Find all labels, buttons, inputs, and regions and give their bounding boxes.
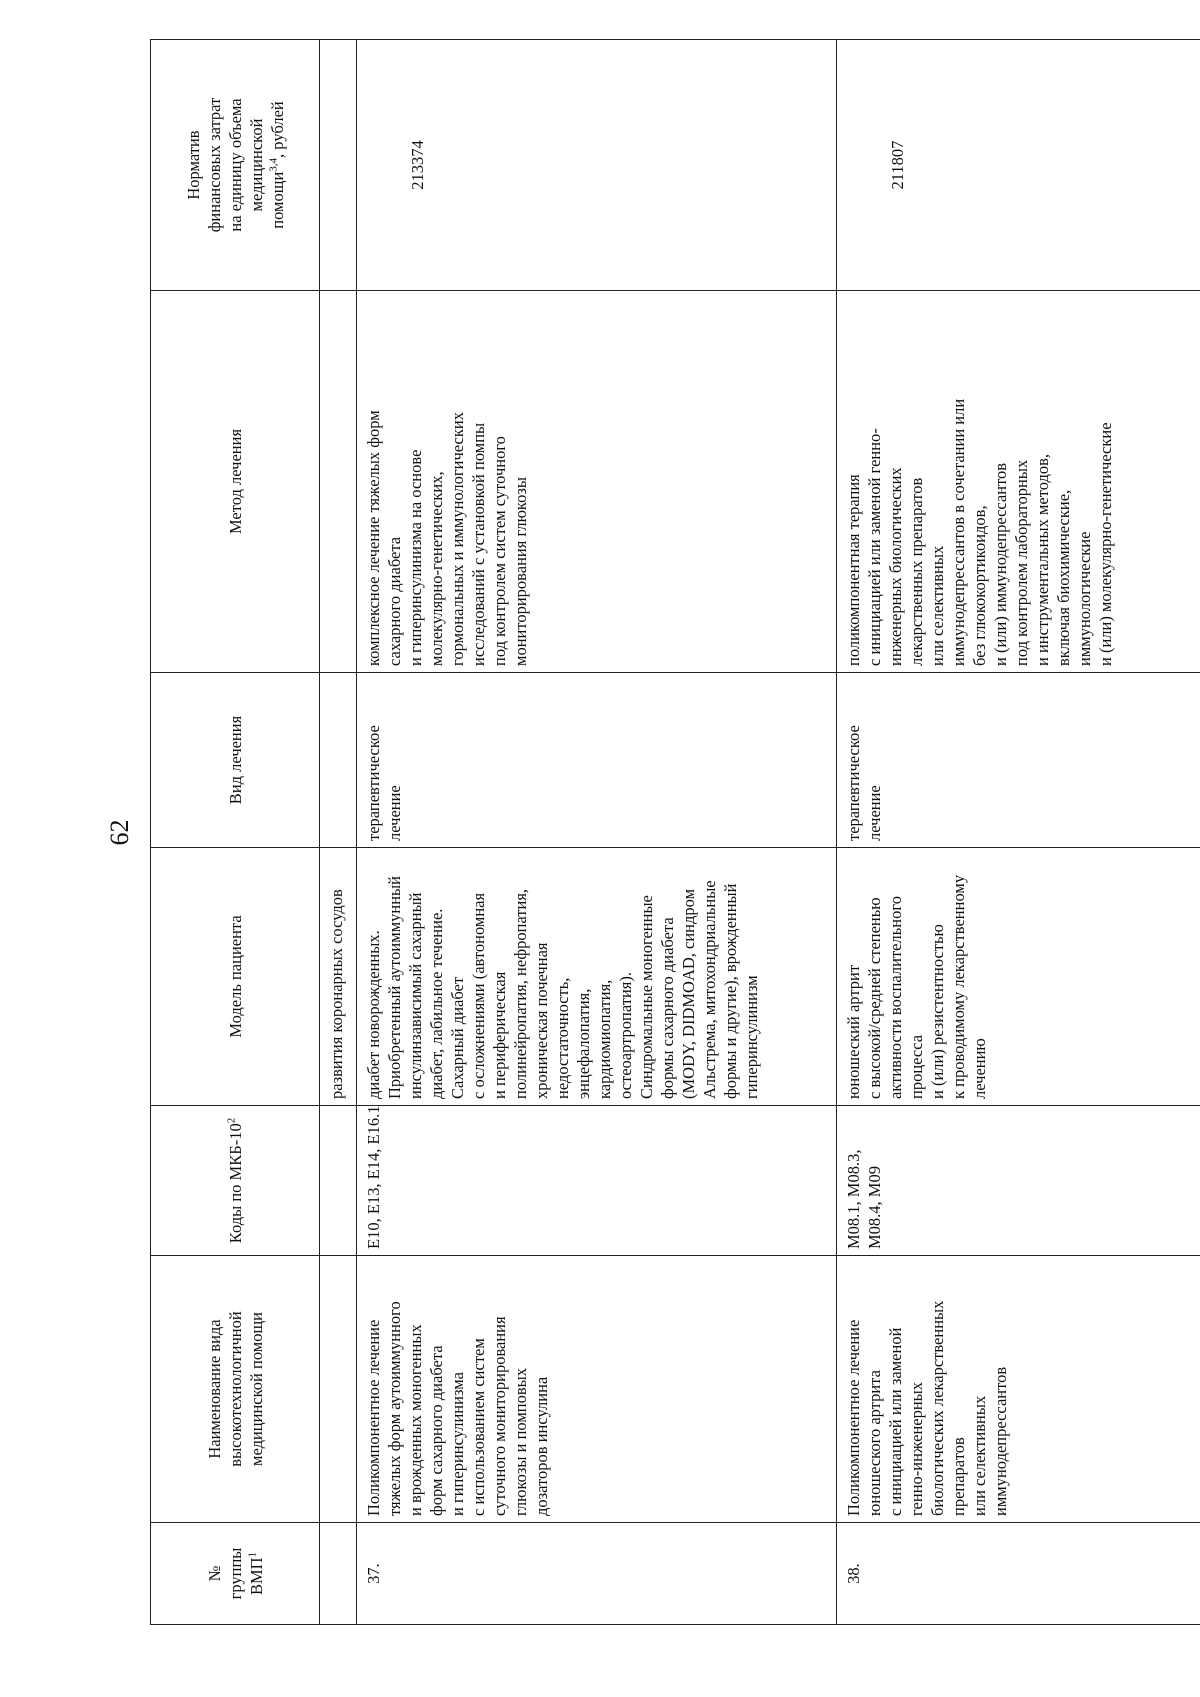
header-num-line: ВМП$^1$ (246, 1551, 266, 1596)
header-num (151, 1523, 320, 1625)
table-row (837, 40, 1200, 1625)
page-number: 62 (105, 819, 134, 846)
header-tariff-line: Норматив (183, 130, 203, 200)
header-tariff-line: финансовых затрат (204, 97, 224, 233)
cell-tariff: 213374 (357, 40, 837, 291)
footnote-mark: 2 (225, 1117, 237, 1124)
header-tariff-line: медицинской (246, 118, 266, 212)
table-row-continuation (320, 40, 357, 1625)
header-num-line: группы (225, 1547, 245, 1600)
header-tariff-line: помощи$^{3,4}$, рублей (267, 101, 287, 229)
table-row (357, 40, 837, 1625)
continuation-model: развития коронарных сосудов (320, 848, 357, 1106)
header-method: Метод лечения (151, 291, 320, 673)
header-tariff-line: на единицу объема (225, 98, 245, 232)
header-name (151, 1256, 320, 1523)
footnote-mark: 1 (246, 1551, 258, 1558)
cell-method: поликомпонентная терапия с инициацией или заменой генно- инженерных биологических лекарственных препаратов или селективных иммунодепрессантов в сочетании или без глюкокортикоидов, и (или) иммунодепрессантов под контролем лабораторных и инструментальных методов, включая биохимические, иммунологические и (или) молекулярно-генетические (837, 291, 1200, 673)
header-treatment-type: Вид лечения (151, 673, 320, 848)
cell-model: диабет новорожденных. Приобретенный аутоиммунный инсулинзависимый сахарный диабет, лабильное течение. Сахарный диабет с осложнениями (автономная и периферическая полинейропатия, нефропатия, хроническая почечная недостаточность, энцефалопатия, кардиомиопатия, остеоартропатия). Синдромальные моногенные формы сахарного диабета (MODY, DIDMOAD, синдром Альстрема, митохондриальные формы и другие), врожденный гиперинсулинизм (357, 848, 837, 1106)
header-tariff (151, 40, 320, 291)
cell-method: комплексное лечение тяжелых форм сахарного диабета и гиперинсулинизма на основе молекулярно-генетических, гормональных и иммунологических исследований с установкой помпы под контролем систем суточного мониторирования глюкозы (357, 291, 837, 673)
cell-codes: E10, E13, E14, E16.1 (357, 1106, 837, 1256)
header-num-line: № (204, 1565, 224, 1582)
cell-name: Поликомпонентное лечение юношеского артрита с инициацией или заменой генно-инженерных биологических лекарственных препаратов или селективных иммунодепрессантов (837, 1256, 1200, 1523)
cell-treatment-type: терапевтическое лечение (837, 673, 1200, 848)
header-name-line: высокотехнологичной (225, 1311, 245, 1467)
cell-treatment-type: терапевтическое лечение (357, 673, 837, 848)
table-header-row (151, 40, 320, 1625)
vmp-table (150, 39, 1200, 1625)
cell-num: 37. (357, 1523, 837, 1625)
header-model: Модель пациента (151, 848, 320, 1106)
header-name-line: Наименование вида (204, 1319, 224, 1459)
cell-codes: M08.1, M08.3, M08.4, M09 (837, 1106, 1200, 1256)
header-name-line: медицинской помощи (246, 1312, 266, 1466)
footnote-mark: 3,4 (267, 157, 279, 172)
cell-tariff: 211807 (837, 40, 1200, 291)
document-page (100, 40, 1115, 1625)
cell-name: Поликомпонентное лечение тяжелых форм аутоиммунного и врожденных моногенных форм сахарного диабета и гиперинсулинизма с использованием систем суточного мониторирования глюкозы и помповых дозаторов инсулина (357, 1256, 837, 1523)
header-codes: Коды по МКБ-$10^2$ (151, 1106, 320, 1256)
cell-model: юношеский артрит с высокой/средней степенью активности воспалительного процесса и (или) резистентностью к проводимому лекарственному лечению (837, 848, 1200, 1106)
cell-num: 38. (837, 1523, 1200, 1625)
